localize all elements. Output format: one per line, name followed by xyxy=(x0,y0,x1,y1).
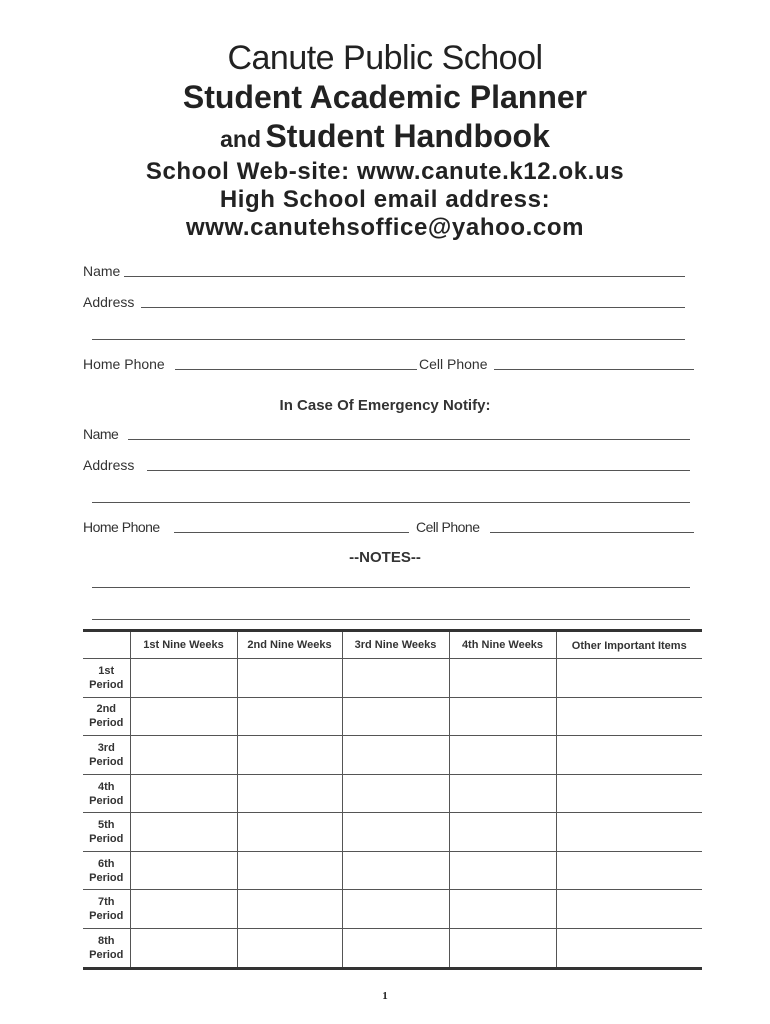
page-number: 1 xyxy=(382,990,388,1002)
address-field[interactable] xyxy=(141,307,685,308)
grade-cell[interactable] xyxy=(237,813,342,852)
period-row xyxy=(83,774,702,813)
grade-cell[interactable] xyxy=(237,736,342,775)
planner-title: Student Academic Planner xyxy=(182,79,588,115)
grade-cell[interactable] xyxy=(449,890,556,929)
period-label: 7th Period xyxy=(83,890,130,929)
schedule-table xyxy=(83,629,702,970)
address-label: Address xyxy=(83,294,135,310)
grade-cell[interactable] xyxy=(237,890,342,929)
cell-phone-field[interactable] xyxy=(494,369,694,370)
grade-cell[interactable] xyxy=(130,736,237,775)
grade-cell[interactable] xyxy=(237,774,342,813)
address-line-2-field[interactable] xyxy=(92,339,685,340)
emergency-name-label: Name xyxy=(83,426,119,442)
grade-cell[interactable] xyxy=(237,697,342,736)
period-row xyxy=(83,659,702,698)
grade-cell[interactable] xyxy=(449,659,556,698)
period-row xyxy=(83,697,702,736)
column-header: Other Important Items xyxy=(556,631,702,659)
period-label: 3rd Period xyxy=(83,736,130,775)
grade-cell[interactable] xyxy=(342,697,449,736)
grade-cell[interactable] xyxy=(130,774,237,813)
notes-heading: --NOTES-- xyxy=(349,549,421,566)
grade-cell[interactable] xyxy=(130,813,237,852)
period-row xyxy=(83,736,702,775)
grade-cell[interactable] xyxy=(130,890,237,929)
emergency-address-line-2-field[interactable] xyxy=(92,502,690,503)
handbook-title-line xyxy=(0,117,770,162)
home-phone-label: Home Phone xyxy=(83,356,165,372)
grade-cell[interactable] xyxy=(237,851,342,890)
column-header: 4th Nine Weeks xyxy=(449,631,556,659)
school-name: Canute Public School xyxy=(227,39,543,77)
other-items-cell[interactable] xyxy=(556,890,702,929)
period-label: 5th Period xyxy=(83,813,130,852)
grade-cell[interactable] xyxy=(449,929,556,969)
grade-cell[interactable] xyxy=(342,890,449,929)
grade-cell[interactable] xyxy=(237,929,342,969)
emergency-home-phone-label: Home Phone xyxy=(83,519,160,535)
emergency-heading: In Case Of Emergency Notify: xyxy=(279,397,491,414)
email-address: www.canutehsoffice@yahoo.com xyxy=(185,214,585,241)
other-items-cell[interactable] xyxy=(556,929,702,969)
emergency-name-field[interactable] xyxy=(128,439,690,440)
column-header: 2nd Nine Weeks xyxy=(237,631,342,659)
and-word: and xyxy=(220,126,261,152)
period-row xyxy=(83,890,702,929)
period-row xyxy=(83,813,702,852)
period-label: 6th Period xyxy=(83,851,130,890)
period-label: 8th Period xyxy=(83,929,130,969)
grade-cell[interactable] xyxy=(130,929,237,969)
grade-cell[interactable] xyxy=(342,851,449,890)
cell-phone-label: Cell Phone xyxy=(419,356,488,372)
emergency-address-field[interactable] xyxy=(147,470,690,471)
grade-cell[interactable] xyxy=(130,659,237,698)
other-items-cell[interactable] xyxy=(556,659,702,698)
grade-cell[interactable] xyxy=(449,813,556,852)
home-phone-field[interactable] xyxy=(175,369,417,370)
corner-cell xyxy=(83,631,130,659)
other-items-cell[interactable] xyxy=(556,851,702,890)
grade-cell[interactable] xyxy=(449,736,556,775)
grade-cell[interactable] xyxy=(449,774,556,813)
other-items-cell[interactable] xyxy=(556,813,702,852)
grade-cell[interactable] xyxy=(130,851,237,890)
grade-cell[interactable] xyxy=(449,851,556,890)
column-header: 3rd Nine Weeks xyxy=(342,631,449,659)
other-items-cell[interactable] xyxy=(556,697,702,736)
notes-line-1[interactable] xyxy=(92,587,690,588)
period-label: 4th Period xyxy=(83,774,130,813)
emergency-home-phone-field[interactable] xyxy=(174,532,409,533)
emergency-cell-phone-field[interactable] xyxy=(490,532,694,533)
email-label-line: High School email address: xyxy=(219,186,551,213)
grade-cell[interactable] xyxy=(130,697,237,736)
other-items-cell[interactable] xyxy=(556,774,702,813)
schedule-header-row xyxy=(83,631,702,659)
grade-cell[interactable] xyxy=(449,697,556,736)
period-row xyxy=(83,851,702,890)
website-line: School Web-site: www.canute.k12.ok.us xyxy=(145,158,625,185)
grade-cell[interactable] xyxy=(342,929,449,969)
grade-cell[interactable] xyxy=(342,774,449,813)
notes-line-2[interactable] xyxy=(92,619,690,620)
emergency-address-label: Address xyxy=(83,457,135,473)
emergency-cell-phone-label: Cell Phone xyxy=(416,519,480,535)
column-header: 1st Nine Weeks xyxy=(130,631,237,659)
period-label: 1st Period xyxy=(83,659,130,698)
period-label: 2nd Period xyxy=(83,697,130,736)
name-field[interactable] xyxy=(124,276,685,277)
name-label: Name xyxy=(83,263,121,279)
grade-cell[interactable] xyxy=(237,659,342,698)
other-items-cell[interactable] xyxy=(556,736,702,775)
grade-cell[interactable] xyxy=(342,659,449,698)
handbook-title: Student Handbook xyxy=(265,118,550,154)
grade-cell[interactable] xyxy=(342,736,449,775)
grade-cell[interactable] xyxy=(342,813,449,852)
period-row xyxy=(83,929,702,969)
